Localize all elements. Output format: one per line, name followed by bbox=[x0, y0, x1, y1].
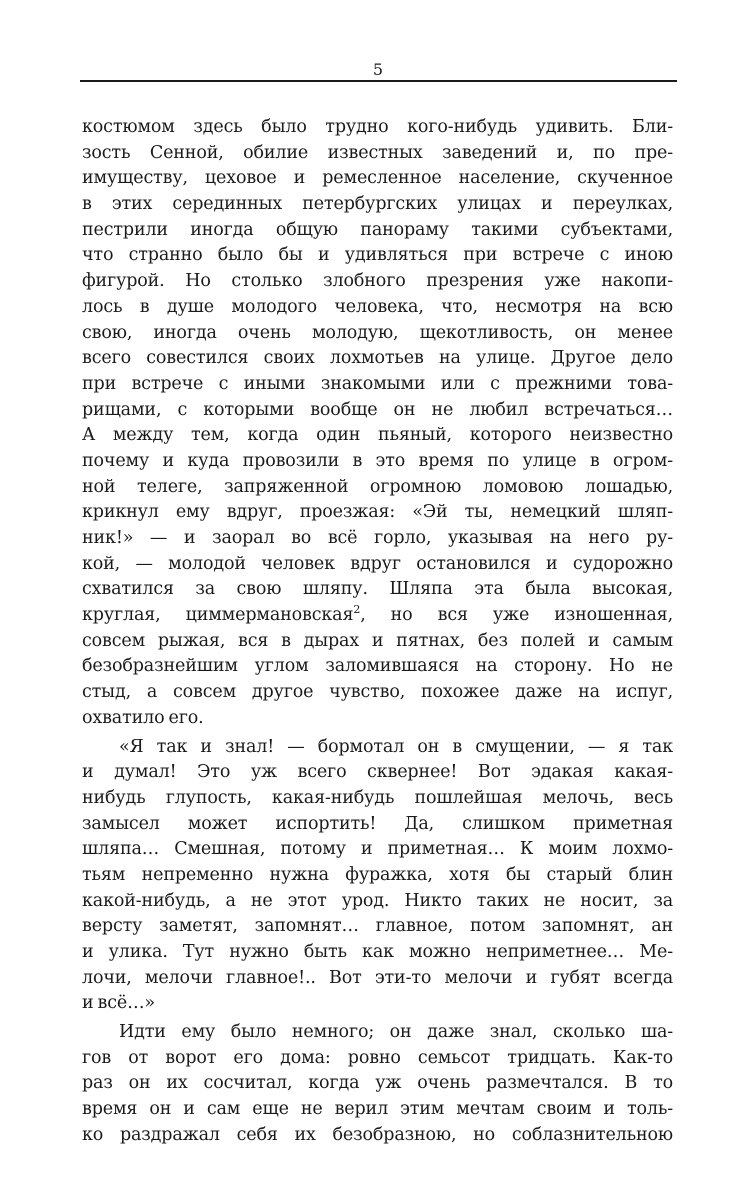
text-line: почему и куда провозили в это время по улице в огром- bbox=[82, 450, 673, 471]
text-line: ной телеге, запряженной огромною ломовою лошадью, bbox=[82, 476, 673, 497]
text-line: безобразнейшим углом заломившаяся на сторону. Но не bbox=[82, 656, 673, 677]
header-rule bbox=[80, 80, 677, 82]
text-line: в этих серединных петербургских улицах и переулках, bbox=[82, 194, 673, 215]
text-line: раз он их сосчитал, когда уж очень размечтался. В то bbox=[82, 1073, 673, 1094]
text-line: кой, — молодой человек вдруг остановился и судорожно bbox=[82, 553, 673, 574]
text-line: и улика. Тут нужно быть как можно неприметнее… Ме- bbox=[82, 942, 673, 962]
text-line: свою, иногда очень молодую, щекотливость, он менее bbox=[82, 322, 673, 343]
text-line: замысел может испортить! Да, слишком приметная bbox=[82, 813, 673, 834]
text-line: тьям непременно нужна фуражка, хотя бы старый блин bbox=[82, 864, 673, 885]
text-line: при встрече с иными знакомыми или с прежними това- bbox=[82, 373, 673, 394]
text-line: имуществу, цеховое и ремесленное население, скученное bbox=[82, 168, 673, 189]
footnote-line-before: круглая, циммермановская bbox=[82, 605, 354, 626]
footnote-line-after: , но вся уже изношенная, bbox=[360, 605, 673, 626]
text-line: крикнул ему вдруг, проезжая: «Эй ты, немецкий шляп- bbox=[82, 502, 673, 523]
text-line: нибудь глупость, какая-нибудь пошлейшая мелочь, весь bbox=[82, 787, 673, 808]
text-line: ник!» — и заорал во всё горло, указывая на него ру- bbox=[82, 528, 673, 548]
text-line: гов от ворот его дома: ровно семьсот тридцать. Как-то bbox=[82, 1047, 673, 1068]
text-line: время он и сам еще не верил этим мечтам своим и толь- bbox=[82, 1099, 673, 1120]
page-number: 5 bbox=[372, 60, 384, 79]
text-line: какой-нибудь, а не этот урод. Никто таких не носит, за bbox=[82, 890, 673, 911]
text-line: всего совестился своих лохмотьев на улице. Другое дело bbox=[82, 348, 673, 369]
text-line: что странно было бы и удивляться при встрече с иною bbox=[82, 245, 673, 266]
text-line: ко раздражал себя их безобразною, но соблазнительною bbox=[82, 1124, 673, 1145]
text-line: зость Сенной, обилие известных заведений и, по пре- bbox=[82, 142, 673, 163]
text-line-last: охватило его. bbox=[82, 707, 204, 728]
text-line-with-footnote bbox=[82, 603, 673, 629]
text-line-indented: «Я так и знал! — бормотал он в смущении, — я так bbox=[119, 736, 673, 757]
footnote-mark: 2 bbox=[353, 603, 361, 617]
text-line: лочи, мелочи главное!.. Вот эти-то мелочи и губят всегда bbox=[82, 967, 673, 988]
text-line: шляпа… Смешная, потому и приметная… К моим лохмо- bbox=[82, 839, 673, 860]
text-line: рищами, с которыми вообще он не любил встречаться… bbox=[82, 399, 673, 420]
text-line: стыд, а совсем другое чувство, похожее даже на испуг, bbox=[82, 682, 673, 703]
text-line: и думал! Это уж всего сквернее! Вот эдакая какая- bbox=[82, 762, 673, 783]
text-line: версту заметят, запомнят… главное, потом запомнят, ан bbox=[82, 916, 673, 937]
text-line-indented: Идти ему было немного; он даже знал, сколько ша- bbox=[119, 1022, 673, 1043]
body-text bbox=[82, 115, 673, 1149]
text-line: схватился за свою шляпу. Шляпа эта была высокая, bbox=[82, 579, 673, 600]
text-line: фигурой. Но столько злобного презрения уже накопи- bbox=[82, 271, 673, 292]
text-line: совсем рыжая, вся в дырах и пятнах, без полей и самым bbox=[82, 630, 673, 651]
text-line: А между тем, когда один пьяный, которого неизвестно bbox=[82, 425, 673, 446]
text-line: костюмом здесь было трудно кого-нибудь удивить. Бли- bbox=[82, 117, 673, 137]
text-line-last: и всё…» bbox=[82, 993, 155, 1014]
text-line: пестрили иногда общую панораму такими субъектами, bbox=[82, 219, 673, 240]
text-line: лось в душе молодого человека, что, несмотря на всю bbox=[82, 296, 673, 317]
